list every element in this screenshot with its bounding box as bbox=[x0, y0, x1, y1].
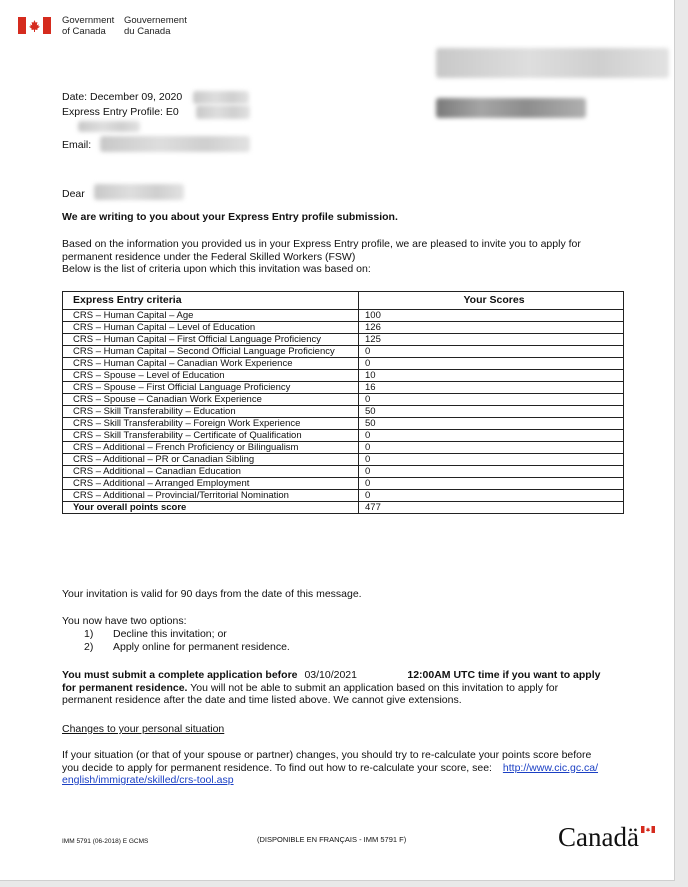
canada-wordmark: Canadä bbox=[558, 822, 639, 852]
score-value: 0 bbox=[365, 454, 374, 466]
score-value: 16 bbox=[365, 382, 380, 394]
intro-paragraph: Based on the information you provided us in your Express Entry profile, we are pleased to invite you to apply for permanent residence under the Federal Skilled Workers (FSW) Below is the list of criteria upon which this invitation was based on: bbox=[62, 238, 581, 275]
score-value: 0 bbox=[365, 346, 374, 358]
score-value: 100 bbox=[365, 310, 385, 322]
table-row bbox=[63, 418, 624, 430]
score-value: 0 bbox=[365, 442, 374, 454]
score-cell bbox=[359, 358, 624, 370]
score-cell bbox=[359, 406, 624, 418]
criteria-cell: CRS – Human Capital – Age bbox=[63, 310, 359, 322]
criteria-cell: CRS – Skill Transferability – Education bbox=[63, 406, 359, 418]
score-value: 0 bbox=[365, 466, 374, 478]
score-cell bbox=[359, 490, 624, 502]
changes-line-2: you decide to apply for permanent residence. To find out how to re-calculate your score, see: bbox=[62, 761, 492, 774]
profile-number: Express Entry Profile: E0 bbox=[62, 106, 179, 118]
score-value: 50 bbox=[365, 406, 380, 418]
score-value: 10 bbox=[365, 370, 380, 382]
criteria-cell: CRS – Human Capital – First Official Language Proficiency bbox=[63, 334, 359, 346]
canada-flag-icon bbox=[18, 17, 51, 34]
scores-column-header: Your Scores bbox=[359, 292, 624, 310]
score-value: 126 bbox=[365, 322, 385, 334]
salutation: Dear bbox=[62, 188, 85, 200]
table-row bbox=[63, 334, 624, 346]
changes-heading: Changes to your personal situation bbox=[62, 723, 225, 735]
criteria-cell: CRS – Human Capital – Canadian Work Experience bbox=[63, 358, 359, 370]
redacted-recipient bbox=[94, 184, 184, 200]
government-name-en: Government of Canada bbox=[62, 15, 115, 37]
table-row bbox=[63, 322, 624, 334]
criteria-cell: CRS – Skill Transferability – Certificate of Qualification bbox=[63, 430, 359, 442]
redacted-name bbox=[78, 121, 140, 132]
table-row bbox=[63, 406, 624, 418]
criteria-cell: CRS – Human Capital – Level of Education bbox=[63, 322, 359, 334]
criteria-column-header: Express Entry criteria bbox=[63, 292, 359, 310]
score-cell bbox=[359, 310, 624, 322]
redacted-email bbox=[100, 136, 250, 152]
criteria-cell: CRS – Skill Transferability – Foreign Work Experience bbox=[63, 418, 359, 430]
table-row bbox=[63, 454, 624, 466]
score-cell bbox=[359, 334, 624, 346]
criteria-cell: CRS – Additional – Canadian Education bbox=[63, 466, 359, 478]
score-cell bbox=[359, 442, 624, 454]
deadline-bold-2: 12:00AM UTC time if you want to apply bbox=[407, 669, 601, 681]
table-row bbox=[63, 382, 624, 394]
score-cell bbox=[359, 346, 624, 358]
criteria-cell: CRS – Additional – PR or Canadian Sibling bbox=[63, 454, 359, 466]
government-name-fr: Gouvernement du Canada bbox=[124, 15, 187, 37]
letter-date: Date: December 09, 2020 bbox=[62, 91, 183, 103]
score-value: 0 bbox=[365, 394, 374, 406]
option-2-number: 2) bbox=[84, 641, 94, 653]
score-value: 125 bbox=[365, 334, 385, 346]
wordmark-flag-icon bbox=[641, 826, 655, 833]
score-value: 0 bbox=[365, 478, 374, 490]
score-value: 0 bbox=[365, 358, 374, 370]
criteria-table bbox=[62, 291, 624, 514]
deadline-paragraph bbox=[62, 669, 647, 707]
criteria-cell: CRS – Spouse – Canadian Work Experience bbox=[63, 394, 359, 406]
table-row bbox=[63, 346, 624, 358]
email-label: Email: bbox=[62, 139, 92, 151]
intro-heading: We are writing to you about your Express Entry profile submission. bbox=[62, 211, 398, 223]
score-cell bbox=[359, 430, 624, 442]
form-code: IMM 5791 (06-2018) E GCMS bbox=[62, 838, 149, 845]
changes-paragraph bbox=[62, 749, 647, 787]
criteria-cell: CRS – Additional – Provincial/Territorial Nomination bbox=[63, 490, 359, 502]
deadline-rest-2: permanent residence after the date and time listed above. We cannot give extensions. bbox=[62, 694, 462, 706]
score-cell bbox=[359, 478, 624, 490]
table-row bbox=[63, 442, 624, 454]
criteria-table-body bbox=[63, 310, 624, 514]
score-value: 50 bbox=[365, 418, 380, 430]
table-row bbox=[63, 358, 624, 370]
table-row bbox=[63, 310, 624, 322]
crs-tool-link-part-2[interactable]: english/immigrate/skilled/crs-tool.asp bbox=[62, 774, 234, 786]
criteria-cell: CRS – Additional – French Proficiency or Bilingualism bbox=[63, 442, 359, 454]
score-cell bbox=[359, 466, 624, 478]
criteria-cell: CRS – Additional – Arranged Employment bbox=[63, 478, 359, 490]
options-intro: You now have two options: bbox=[62, 615, 187, 627]
table-row bbox=[63, 490, 624, 502]
table-header-row bbox=[63, 292, 624, 310]
table-row bbox=[63, 370, 624, 382]
redacted-address-block bbox=[436, 48, 669, 78]
table-row bbox=[63, 430, 624, 442]
option-2-text: Apply online for permanent residence. bbox=[113, 641, 290, 653]
redacted-profile-number bbox=[196, 105, 250, 119]
table-row bbox=[63, 466, 624, 478]
total-score: 477 bbox=[359, 502, 624, 514]
score-value: 0 bbox=[365, 490, 374, 502]
total-label: Your overall points score bbox=[63, 502, 359, 514]
validity-text: Your invitation is valid for 90 days from the date of this message. bbox=[62, 588, 362, 600]
criteria-cell: CRS – Spouse – First Official Language Proficiency bbox=[63, 382, 359, 394]
score-value: 0 bbox=[365, 430, 374, 442]
deadline-date: 03/10/2021 bbox=[304, 669, 357, 681]
criteria-cell: CRS – Human Capital – Second Official Language Proficiency bbox=[63, 346, 359, 358]
french-availability: (DISPONIBLE EN FRANÇAIS - IMM 5791 F) bbox=[257, 835, 407, 844]
score-cell bbox=[359, 370, 624, 382]
score-cell bbox=[359, 454, 624, 466]
total-row bbox=[63, 502, 624, 514]
table-row bbox=[63, 478, 624, 490]
changes-line-1: If your situation (or that of your spouse or partner) changes, you should try to re-calculate your points score before bbox=[62, 749, 592, 761]
deadline-bold-1: You must submit a complete application before bbox=[62, 669, 298, 681]
redacted-reference-block bbox=[436, 98, 586, 118]
score-cell bbox=[359, 418, 624, 430]
redacted-date-extra bbox=[193, 91, 249, 104]
option-1-text: Decline this invitation; or bbox=[113, 628, 227, 640]
score-cell bbox=[359, 394, 624, 406]
deadline-bold-3: for permanent residence. bbox=[62, 681, 188, 694]
option-1-number: 1) bbox=[84, 628, 94, 640]
crs-tool-link-part-1[interactable]: http://www.cic.gc.ca/ bbox=[502, 761, 599, 774]
score-cell bbox=[359, 322, 624, 334]
criteria-cell: CRS – Spouse – Level of Education bbox=[63, 370, 359, 382]
deadline-rest-1: You will not be able to submit an application based on this invitation to apply for bbox=[187, 681, 559, 694]
score-cell bbox=[359, 382, 624, 394]
table-row bbox=[63, 394, 624, 406]
